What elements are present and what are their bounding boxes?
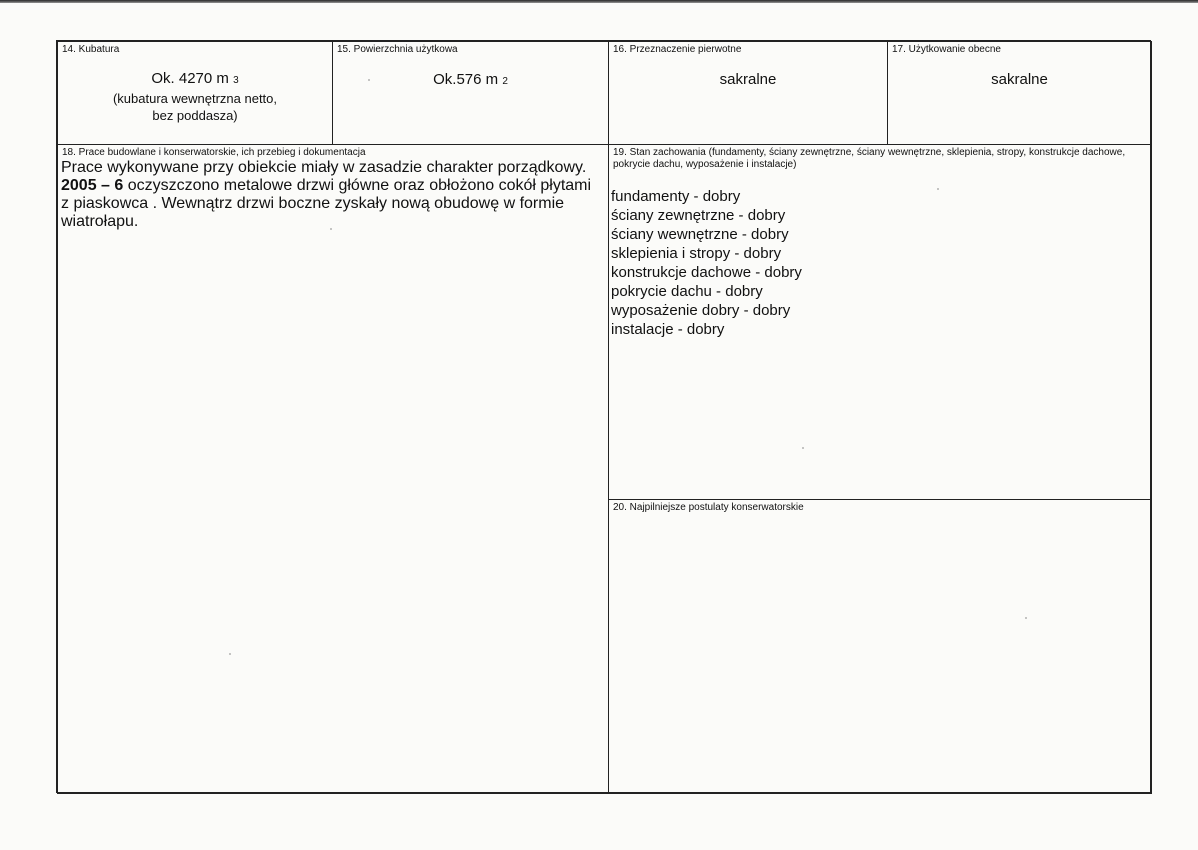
scan-speck bbox=[802, 447, 804, 449]
scan-speck bbox=[937, 188, 939, 190]
prace-line-2 bbox=[61, 177, 604, 195]
powierzchnia-value bbox=[333, 71, 608, 91]
prace-line-2-date: 2005 – 6 bbox=[61, 177, 124, 194]
status-item-sklepienia: sklepienia i stropy - dobry bbox=[611, 245, 782, 262]
scan-speck bbox=[368, 79, 370, 81]
stan-zachowania-label: 19. Stan zachowania (fundamenty, ściany zewnętrzne, ściany wewnętrzne, sklepienia, stropy, konstrukcje dachowe, pokrycie dachu, wyposażenie i instalacje) bbox=[613, 147, 1126, 170]
status-item-fundamenty: fundamenty - dobry bbox=[611, 188, 741, 205]
kubatura-cell bbox=[57, 41, 333, 145]
status-item-sciany-wewnetrzne: ściany wewnętrzne - dobry bbox=[611, 226, 789, 243]
kubatura-note-line-2: bez poddasza) bbox=[152, 108, 238, 123]
przeznaczenie-value: sakralne bbox=[719, 71, 777, 88]
kubatura-main-value: Ok. 4270 m bbox=[151, 70, 229, 87]
kubatura-value bbox=[58, 70, 332, 90]
powierzchnia-exponent: 2 bbox=[502, 76, 508, 87]
record-form-table bbox=[56, 40, 1151, 793]
kubatura-note bbox=[58, 90, 332, 124]
postulaty-cell bbox=[608, 499, 1152, 794]
scanned-page bbox=[0, 3, 1198, 850]
uzytkowanie-value: sakralne bbox=[991, 71, 1048, 88]
powierzchnia-cell bbox=[332, 41, 609, 145]
status-item-wyposazenie: wyposażenie dobry - dobry bbox=[611, 302, 791, 319]
status-item-pokrycie: pokrycie dachu - dobry bbox=[611, 283, 763, 300]
kubatura-exponent: 3 bbox=[233, 75, 239, 86]
prace-description bbox=[61, 159, 604, 231]
prace-line-4: wiatrołapu. bbox=[61, 213, 139, 230]
uzytkowanie-cell bbox=[887, 41, 1152, 145]
prace-line-3: z piaskowca . Wewnątrz drzwi boczne zyskały nową obudowę w formie bbox=[61, 195, 565, 212]
przeznaczenie-cell bbox=[608, 41, 888, 145]
status-item-konstrukcje: konstrukcje dachowe - dobry bbox=[611, 264, 802, 281]
prace-cell bbox=[57, 144, 609, 794]
kubatura-note-line-1: (kubatura wewnętrzna netto, bbox=[112, 91, 278, 106]
scan-speck bbox=[229, 653, 231, 655]
scan-speck bbox=[330, 228, 332, 230]
kubatura-label: 14. Kubatura bbox=[62, 44, 120, 55]
uzytkowanie-label: 17. Użytkowanie obecne bbox=[892, 44, 1001, 55]
status-item-instalacje: instalacje - dobry bbox=[611, 321, 725, 338]
prace-line-2-text: oczyszczono metalowe drzwi główne oraz obłożono cokół płytami bbox=[123, 177, 592, 194]
status-item-sciany-zewnetrzne: ściany zewnętrzne - dobry bbox=[611, 207, 786, 224]
postulaty-label: 20. Najpilniejsze postulaty konserwatorskie bbox=[613, 502, 804, 513]
powierzchnia-label: 15. Powierzchnia użytkowa bbox=[337, 44, 458, 55]
prace-line-1: Prace wykonywane przy obiekcie miały w zasadzie charakter porządkowy. bbox=[61, 159, 587, 176]
stan-zachowania-cell bbox=[608, 144, 1152, 500]
powierzchnia-main-value: Ok.576 m bbox=[433, 71, 499, 88]
prace-label: 18. Prace budowlane i konserwatorskie, ich przebieg i dokumentacja bbox=[62, 147, 366, 158]
scan-speck bbox=[1025, 617, 1027, 619]
przeznaczenie-label: 16. Przeznaczenie pierwotne bbox=[613, 44, 742, 55]
stan-zachowania-list bbox=[611, 187, 802, 339]
